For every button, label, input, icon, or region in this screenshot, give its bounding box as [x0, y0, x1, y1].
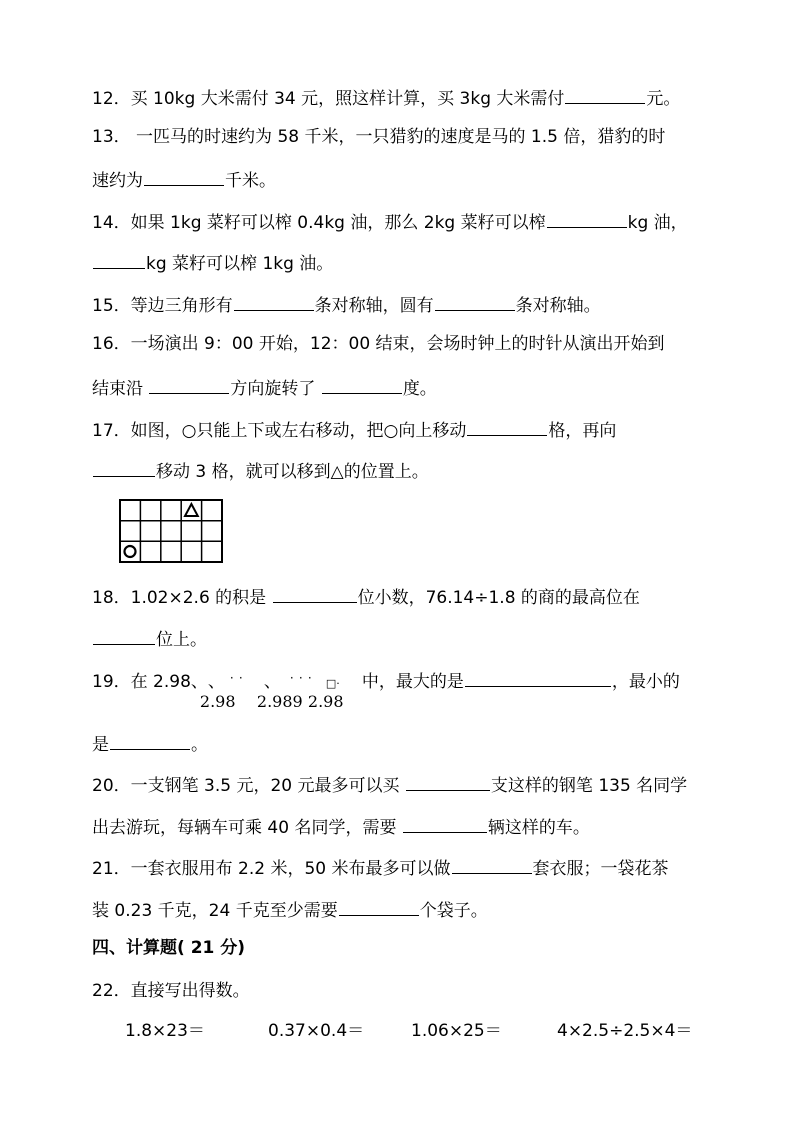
- question-13: 13． 一匹马的时速约为 58 千米，一只猎豹的速度是马的 1.5 倍，猎豹的时: [92, 127, 666, 147]
- calc-item: 1.06×25＝: [411, 1021, 502, 1041]
- question-20: 20．一支钢笔 3.5 元，20 元最多可以买 支这样的钢笔 135 名同学: [92, 772, 687, 797]
- answer-blank[interactable]: [452, 855, 532, 874]
- repeating-decimal-1: · · 、 2.98: [199, 671, 243, 711]
- question-13-line2: 速约为 千米。: [92, 167, 276, 192]
- grid-figure: [118, 498, 224, 568]
- calc-item: 4×2.5÷2.5×4＝: [557, 1021, 693, 1041]
- question-12: 12．买 10kg 大米需付 34 元，照这样计算，买 3kg 大米需付 元。: [92, 85, 680, 110]
- repeating-decimal-3: □· 2.98: [307, 677, 344, 711]
- answer-blank[interactable]: [465, 668, 611, 687]
- question-15: 15．等边三角形有 条对称轴，圆有 条对称轴。: [92, 292, 601, 317]
- question-22: 22．直接写出得数。: [92, 981, 250, 1001]
- answer-blank[interactable]: [110, 731, 190, 750]
- question-16: 16．一场演出 9：00 开始，12：00 结束，会场时钟上的时针从演出开始到: [92, 334, 665, 354]
- answer-blank[interactable]: [435, 292, 515, 311]
- section-heading: 四、计算题( 21 分): [92, 938, 246, 958]
- question-21: 21．一套衣服用布 2.2 米，50 米布最多可以做 套衣服；一袋花茶: [92, 855, 669, 880]
- question-20-line2: 出去游玩，每辆车可乘 40 名同学，需要 辆这样的车。: [92, 814, 590, 839]
- answer-blank[interactable]: [322, 375, 402, 394]
- answer-blank[interactable]: [406, 772, 490, 791]
- circle-icon: [125, 546, 136, 557]
- repeating-decimal-2: · · · 、 2.989: [256, 671, 312, 711]
- question-18: 18．1.02×2.6 的积是 位小数，76.14÷1.8 的商的最高位在: [92, 584, 640, 609]
- grid-svg: [118, 498, 224, 564]
- circle-icon: ○: [383, 421, 399, 441]
- question-18-line2: 位上。: [92, 626, 207, 651]
- answer-blank[interactable]: [547, 209, 627, 228]
- answer-blank[interactable]: [273, 584, 357, 603]
- question-19-line2: 是 。: [92, 731, 208, 756]
- question-14: 14．如果 1kg 菜籽可以榨 0.4kg 油，那么 2kg 菜籽可以榨 kg 油，: [92, 209, 688, 234]
- answer-blank[interactable]: [234, 292, 314, 311]
- triangle-icon: △: [330, 462, 344, 482]
- answer-blank[interactable]: [403, 814, 487, 833]
- question-19: 19．在 2.98、 · · 、 2.98 · · · 、 2.989 □· 2.98 中，最大的是 ，最小的: [92, 668, 680, 695]
- answer-blank[interactable]: [565, 85, 645, 104]
- answer-blank[interactable]: [467, 417, 547, 436]
- calc-item: 1.8×23＝: [125, 1021, 205, 1041]
- question-16-line2: 结束沿 方向旋转了 度。: [92, 375, 437, 400]
- answer-blank[interactable]: [93, 250, 145, 269]
- triangle-icon: [185, 504, 198, 516]
- calc-item: 0.37×0.4＝: [268, 1021, 365, 1041]
- question-14-line2: kg 菜籽可以榨 1kg 油。: [92, 250, 333, 275]
- question-21-line2: 装 0.23 千克，24 千克至少需要 个袋子。: [92, 897, 488, 922]
- answer-blank[interactable]: [93, 626, 155, 645]
- circle-icon: ○: [181, 421, 197, 441]
- answer-blank[interactable]: [93, 458, 155, 477]
- question-17-line2: 移动 3 格，就可以移到△的位置上。: [92, 458, 429, 483]
- answer-blank[interactable]: [144, 167, 224, 186]
- question-17: 17．如图，○只能上下或左右移动，把○向上移动 格，再向: [92, 417, 616, 442]
- answer-blank[interactable]: [149, 375, 229, 394]
- answer-blank[interactable]: [339, 897, 419, 916]
